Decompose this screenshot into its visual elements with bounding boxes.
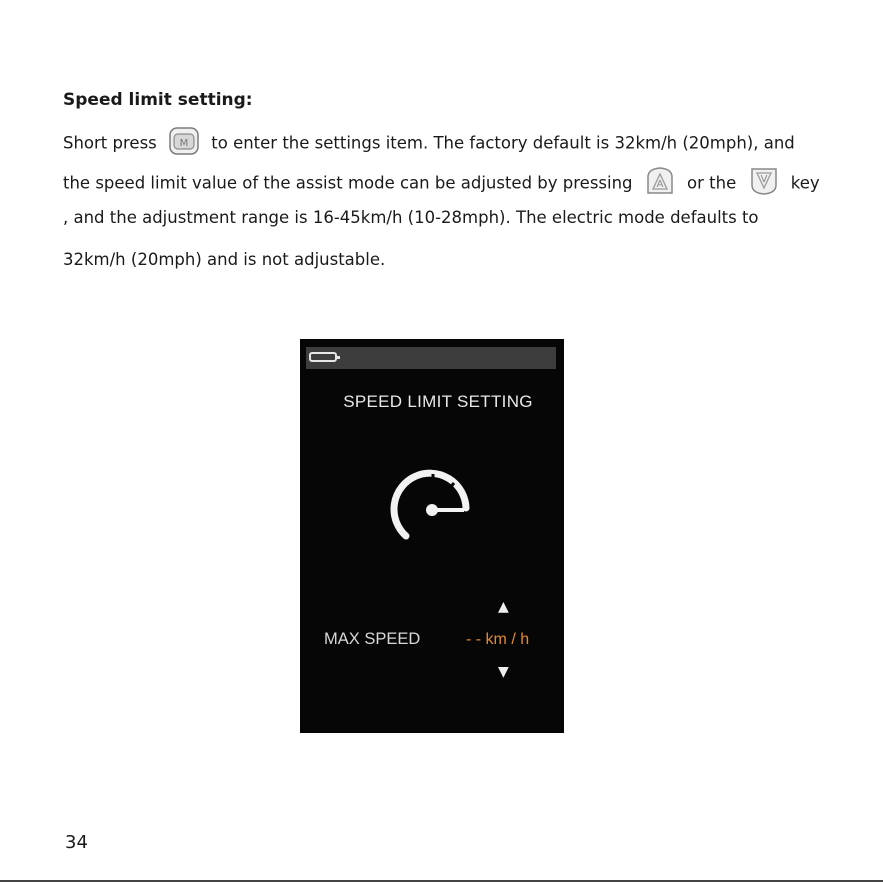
instruction-text: key [790, 173, 820, 193]
max-speed-value: - - km / h [466, 631, 530, 648]
instruction-text: the speed limit value of the assist mode can be adjusted by pressing [63, 173, 633, 193]
svg-text:M: M [179, 138, 189, 149]
instruction-line-2 [63, 168, 820, 200]
display-screen [300, 339, 564, 733]
instruction-line-3: , and the adjustment range is 16-45km/h (10-28mph). The electric mode defaults to [63, 208, 759, 227]
mode-key-icon [168, 125, 200, 157]
status-bar [306, 347, 556, 369]
battery-icon [309, 352, 337, 362]
instruction-text: or the [687, 173, 737, 193]
screen-title: SPEED LIMIT SETTING [343, 392, 533, 411]
instruction-line-1 [63, 128, 795, 160]
page-number: 34 [65, 832, 88, 853]
svg-text:A: A [656, 179, 664, 190]
footer-divider [0, 880, 883, 882]
up-key-icon [644, 165, 676, 197]
arrow-up-icon: ▲ [498, 599, 509, 615]
instruction-line-4: 32km/h (20mph) and is not adjustable. [63, 250, 386, 269]
speedometer-icon [384, 464, 484, 544]
down-key-icon [748, 165, 780, 197]
max-speed-label: MAX SPEED [324, 630, 421, 648]
instruction-text: Short press [63, 133, 157, 153]
arrow-down-icon: ▼ [498, 664, 509, 680]
svg-text:V: V [760, 174, 767, 185]
instruction-text: to enter the settings item. The factory default is 32km/h (20mph), and [211, 133, 795, 153]
section-heading: Speed limit setting: [63, 90, 253, 110]
